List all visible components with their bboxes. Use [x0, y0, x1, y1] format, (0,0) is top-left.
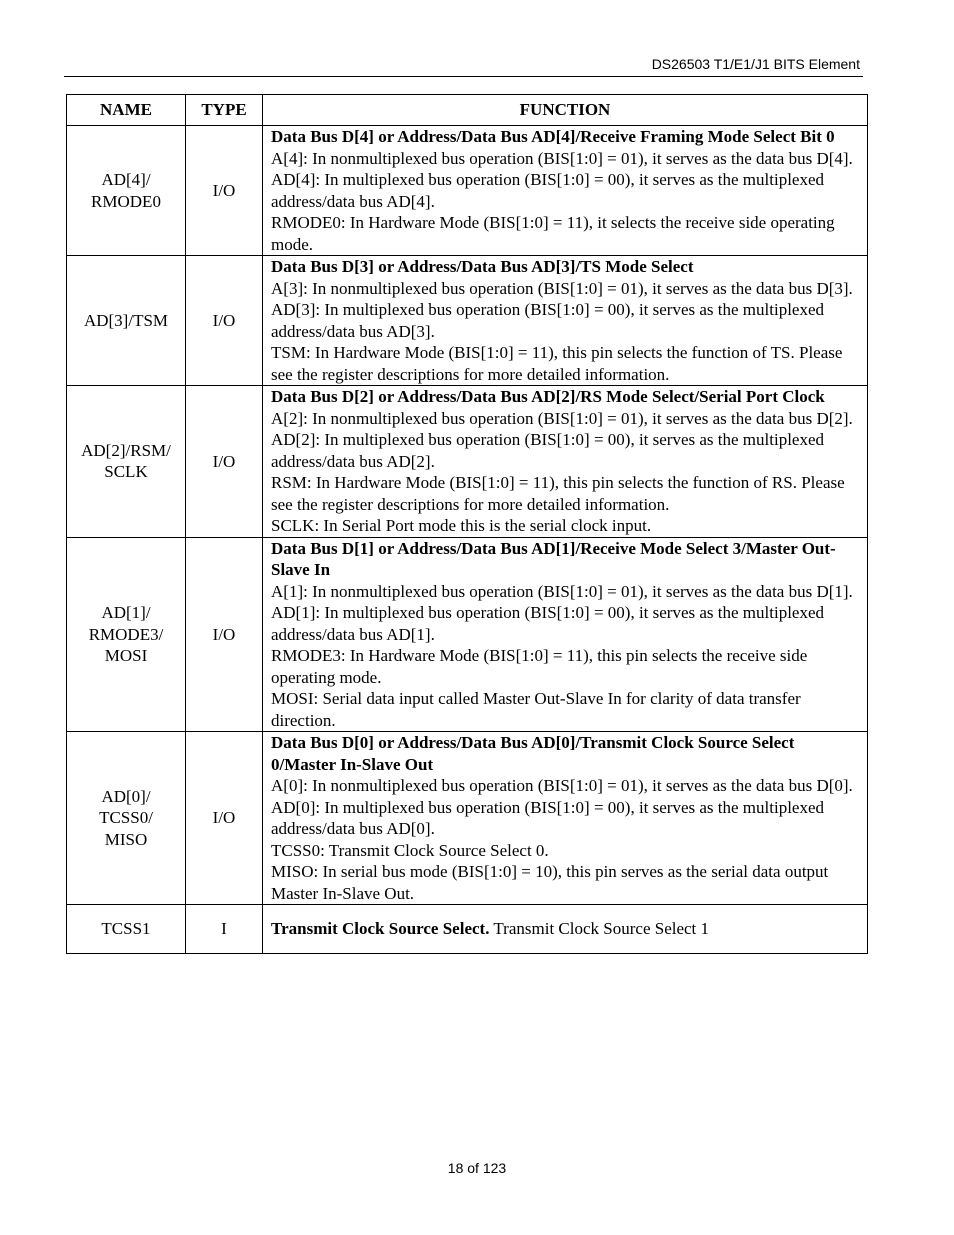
function-title: Data Bus D[4] or Address/Data Bus AD[4]/Receive Framing Mode Select Bit 0: [271, 127, 835, 146]
pin-type: I/O: [186, 386, 263, 538]
function-description: AD[1]: In multiplexed bus operation (BIS[1:0] = 00), it serves as the multiplexed address/data bus AD[1].: [271, 603, 825, 644]
table-row: [67, 905, 868, 954]
header-divider: [64, 76, 863, 77]
function-description: A[0]: In nonmultiplexed bus operation (BIS[1:0] = 01), it serves as the data bus D[0].: [271, 776, 853, 795]
pin-name-line: AD[1]/: [101, 603, 151, 622]
table-row: [67, 126, 868, 256]
pin-name-line: AD[0]/: [101, 786, 151, 806]
pin-name: TCSS1: [67, 905, 186, 954]
pin-name: [67, 537, 186, 732]
function-description: AD[0]: In multiplexed bus operation (BIS[1:0] = 00), it serves as the multiplexed address/data bus AD[0].: [271, 797, 825, 838]
function-description: A[1]: In nonmultiplexed bus operation (BIS[1:0] = 01), it serves as the data bus D[1].: [271, 581, 853, 601]
function-description: AD[2]: In multiplexed bus operation (BIS[1:0] = 00), it serves as the multiplexed address/data bus AD[2].: [271, 430, 825, 471]
function-description: MISO: In serial bus mode (BIS[1:0] = 10), this pin serves as the serial data output Master In-Slave Out.: [271, 862, 829, 903]
function-description: TCSS0: Transmit Clock Source Select 0.: [271, 840, 549, 860]
table-row: [67, 537, 868, 732]
pin-name-line: AD[3]/TSM: [83, 310, 169, 330]
function-title: Data Bus D[2] or Address/Data Bus AD[2]/RS Mode Select/Serial Port Clock: [271, 387, 825, 406]
pin-type: I/O: [186, 732, 263, 905]
column-header-type: TYPE: [186, 95, 263, 126]
pin-function: [263, 732, 868, 905]
pin-name: [67, 386, 186, 538]
function-description: A[2]: In nonmultiplexed bus operation (BIS[1:0] = 01), it serves as the data bus D[2].: [271, 408, 853, 428]
pin-function: [263, 537, 868, 732]
pin-name-line: MOSI: [104, 646, 148, 665]
function-description: MOSI: Serial data input called Master Out-Slave In for clarity of data transfer direction.: [271, 689, 801, 730]
pin-name-line: MISO: [104, 829, 148, 849]
pin-name: [67, 732, 186, 905]
pin-name-line: SCLK: [104, 462, 148, 482]
function-description: AD[3]: In multiplexed bus operation (BIS[1:0] = 00), it serves as the multiplexed address/data bus AD[3].: [271, 300, 825, 341]
function-description: TSM: In Hardware Mode (BIS[1:0] = 11), this pin selects the function of TS. Please see the register descriptions for more detailed information.: [271, 343, 843, 384]
document-title: DS26503 T1/E1/J1 BITS Element: [651, 56, 860, 72]
pin-type: I: [186, 905, 263, 954]
pin-type: I/O: [186, 256, 263, 386]
pin-type: I/O: [186, 537, 263, 732]
function-description: SCLK: In Serial Port mode this is the serial clock input.: [271, 516, 652, 535]
pin-name-line: TCSS0/: [99, 808, 153, 828]
table-header-row: [67, 95, 868, 126]
function-text: Transmit Clock Source Select 1: [489, 919, 710, 939]
pin-function: [263, 126, 868, 256]
function-title: Data Bus D[1] or Address/Data Bus AD[1]/Receive Mode Select 3/Master Out-Slave In: [271, 538, 836, 579]
function-title: Transmit Clock Source Select.: [271, 919, 490, 939]
table-row: [67, 256, 868, 386]
pin-name-line: RMODE0: [91, 191, 161, 211]
pin-name: [67, 256, 186, 386]
pin-name-line: RMODE3/: [88, 624, 164, 644]
function-description: RMODE0: In Hardware Mode (BIS[1:0] = 11), it selects the receive side operating mode.: [271, 213, 835, 254]
page-number: 18 of 123: [447, 1160, 507, 1176]
column-header-name: NAME: [67, 95, 186, 126]
function-title: Data Bus D[0] or Address/Data Bus AD[0]/Transmit Clock Source Select 0/Master In-Slave Out: [271, 733, 795, 774]
function-description: A[4]: In nonmultiplexed bus operation (BIS[1:0] = 01), it serves as the data bus D[4].: [271, 148, 853, 168]
pin-name-line: AD[4]/: [101, 170, 151, 189]
pin-description-table: [66, 94, 868, 954]
pin-function: [263, 905, 868, 954]
pin-type: I/O: [186, 126, 263, 256]
function-title: Data Bus D[3] or Address/Data Bus AD[3]/TS Mode Select: [271, 257, 694, 276]
table-row: [67, 732, 868, 905]
column-header-function: FUNCTION: [263, 95, 868, 126]
pin-name-line: AD[2]/RSM/: [81, 440, 171, 460]
function-description: RMODE3: In Hardware Mode (BIS[1:0] = 11), this pin selects the receive side operating mode.: [271, 646, 808, 687]
pin-name: [67, 126, 186, 256]
function-description: RSM: In Hardware Mode (BIS[1:0] = 11), this pin selects the function of RS. Please see the register descriptions for more detailed information.: [271, 473, 845, 514]
table-row: [67, 386, 868, 538]
pin-function: [263, 386, 868, 538]
pin-function: [263, 256, 868, 386]
function-description: AD[4]: In multiplexed bus operation (BIS[1:0] = 00), it serves as the multiplexed address/data bus AD[4].: [271, 170, 825, 211]
function-description: A[3]: In nonmultiplexed bus operation (BIS[1:0] = 01), it serves as the data bus D[3].: [271, 278, 853, 298]
